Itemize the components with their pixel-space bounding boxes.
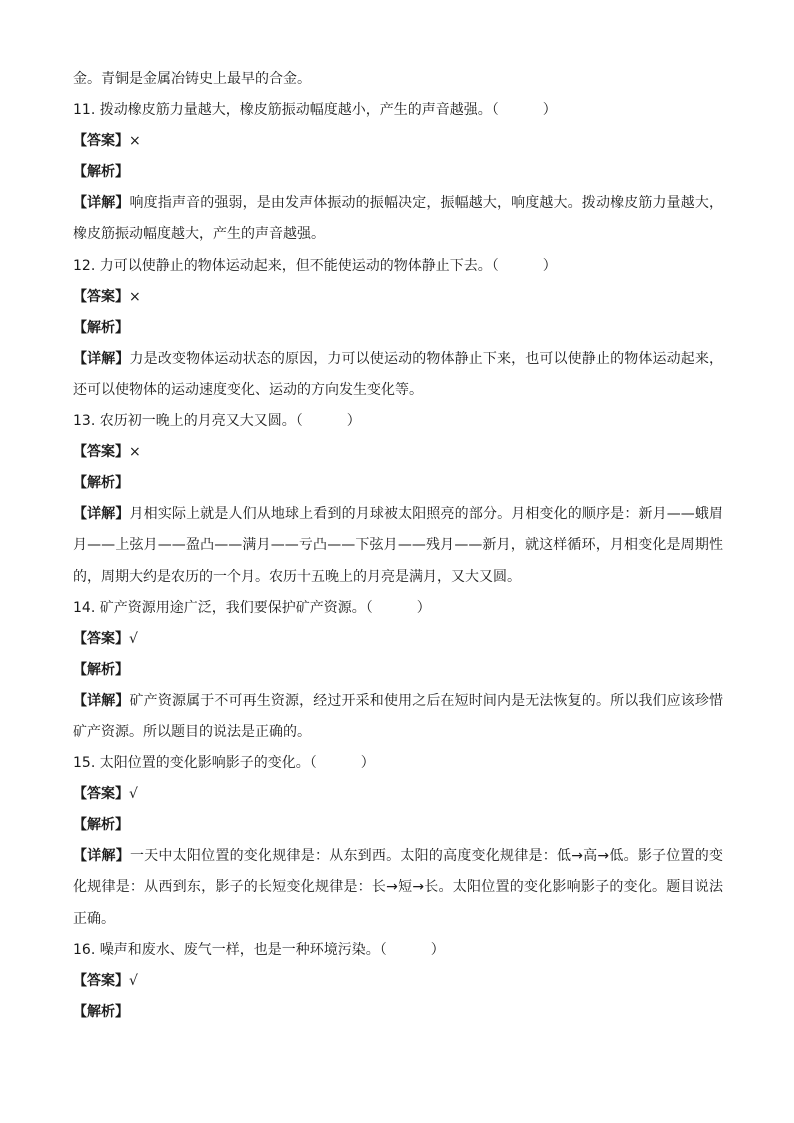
- question-text: 太阳位置的变化影响影子的变化。: [99, 755, 310, 772]
- question-text: 噪声和废水、废气一样，也是一种环境污染。: [99, 941, 380, 958]
- detail-paragraph: [73, 686, 723, 748]
- document-content: [73, 64, 723, 1028]
- question-item: [73, 406, 723, 593]
- question-item: [73, 748, 723, 935]
- question-text: 农历初一晚上的月亮又大又圆。: [99, 413, 296, 430]
- question-line: [73, 935, 723, 966]
- question-number: 11.: [73, 102, 96, 119]
- answer-line: [73, 624, 723, 655]
- blank-open: （: [379, 941, 387, 958]
- detail-tag: 【详解】: [73, 848, 130, 865]
- blank-open: （: [491, 102, 499, 119]
- analysis-tag: 【解析】: [73, 817, 129, 834]
- blank-open: （: [365, 599, 373, 616]
- question-item: [73, 935, 723, 1028]
- answer-line: [73, 282, 723, 313]
- detail-paragraph: [73, 841, 723, 934]
- blank-open: （: [295, 413, 303, 430]
- detail-paragraph: [73, 344, 723, 406]
- question-number: 14.: [73, 599, 96, 616]
- detail-text: 响度指声音的强弱，是由发声体振动的振幅决定，振幅越大，响度越大。拨动橡皮筋力量越大，橡皮筋振动幅度越大，产生的声音越强。: [73, 195, 724, 243]
- answer-mark: √: [129, 972, 138, 989]
- detail-text: 月相实际上就是人们从地球上看到的月球被太阳照亮的部分。月相变化的顺序是：新月——蛾眉月——上弦月——盈凸——满月——亏凸——下弦月——残月——新月，就这样循环，月相变化是周期性的，周期大约是农历的一个月。农历十五晚上的月亮是满月，又大又圆。: [73, 506, 723, 585]
- question-line: [73, 251, 723, 282]
- analysis-line: [73, 468, 723, 499]
- answer-tag: 【答案】: [73, 288, 129, 305]
- detail-text: 一天中太阳位置的变化规律是：从东到西。太阳的高度变化规律是：低→高→低。影子位置的变化规律是：从西到东，影子的长短变化规律是：长→短→长。太阳位置的变化影响影子的变化。题目说法正确。: [73, 848, 723, 927]
- question-item: [73, 95, 723, 250]
- blank-close: ）: [360, 755, 375, 772]
- analysis-tag: 【解析】: [73, 319, 129, 336]
- question-line: [73, 593, 723, 624]
- question-number: 16.: [73, 941, 96, 958]
- analysis-line: [73, 997, 723, 1028]
- answer-mark: ×: [129, 133, 141, 150]
- analysis-line: [73, 655, 723, 686]
- question-number: 12.: [73, 257, 96, 274]
- analysis-tag: 【解析】: [73, 164, 129, 181]
- answer-tag: 【答案】: [73, 630, 129, 647]
- detail-tag: 【详解】: [73, 195, 130, 212]
- question-line: [73, 95, 723, 126]
- answer-tag: 【答案】: [73, 444, 129, 461]
- answer-line: [73, 126, 723, 157]
- answer-mark: √: [129, 786, 138, 803]
- question-line: [73, 406, 723, 437]
- answer-mark: ×: [129, 288, 141, 305]
- blank-close: ）: [430, 941, 445, 958]
- detail-text: 力是改变物体运动状态的原因，力可以使运动的物体静止下来，也可以使静止的物体运动起来，还可以使物体的运动速度变化、运动的方向发生变化等。: [73, 350, 724, 398]
- detail-tag: 【详解】: [73, 350, 130, 367]
- blank-open: （: [309, 755, 317, 772]
- question-text: 拨动橡皮筋力量越大，橡皮筋振动幅度越小，产生的声音越强。: [99, 102, 492, 119]
- detail-tag: 【详解】: [73, 692, 130, 709]
- detail-paragraph: [73, 188, 723, 250]
- blank-close: ）: [416, 599, 431, 616]
- blank-close: ）: [542, 102, 557, 119]
- blank-open: （: [491, 257, 499, 274]
- analysis-line: [73, 157, 723, 188]
- answer-mark: √: [129, 630, 138, 647]
- answer-line: [73, 437, 723, 468]
- analysis-tag: 【解析】: [73, 475, 129, 492]
- question-text: 矿产资源用途广泛，我们要保护矿产资源。: [99, 599, 366, 616]
- question-item: [73, 593, 723, 748]
- blank-close: ）: [542, 257, 557, 274]
- answer-line: [73, 966, 723, 997]
- detail-paragraph: [73, 499, 723, 592]
- question-number: 13.: [73, 413, 96, 430]
- answer-tag: 【答案】: [73, 133, 129, 150]
- analysis-line: [73, 313, 723, 344]
- analysis-line: [73, 810, 723, 841]
- blank-close: ）: [346, 413, 361, 430]
- question-text: 力可以使静止的物体运动起来，但不能使运动的物体静止下去。: [99, 257, 492, 274]
- detail-text: 矿产资源属于不可再生资源，经过开采和使用之后在短时间内是无法恢复的。所以我们应该珍惜矿产资源。所以题目的说法是正确的。: [73, 692, 724, 740]
- answer-tag: 【答案】: [73, 972, 129, 989]
- intro-fragment: 金。青铜是金属冶铸史上最早的合金。: [73, 71, 311, 87]
- answer-tag: 【答案】: [73, 786, 129, 803]
- question-item: [73, 251, 723, 406]
- answer-line: [73, 779, 723, 810]
- question-number: 15.: [73, 755, 96, 772]
- question-line: [73, 748, 723, 779]
- analysis-tag: 【解析】: [73, 1003, 129, 1020]
- analysis-tag: 【解析】: [73, 661, 129, 678]
- question-list: [73, 95, 723, 1028]
- detail-tag: 【详解】: [73, 506, 130, 523]
- answer-mark: ×: [129, 444, 141, 461]
